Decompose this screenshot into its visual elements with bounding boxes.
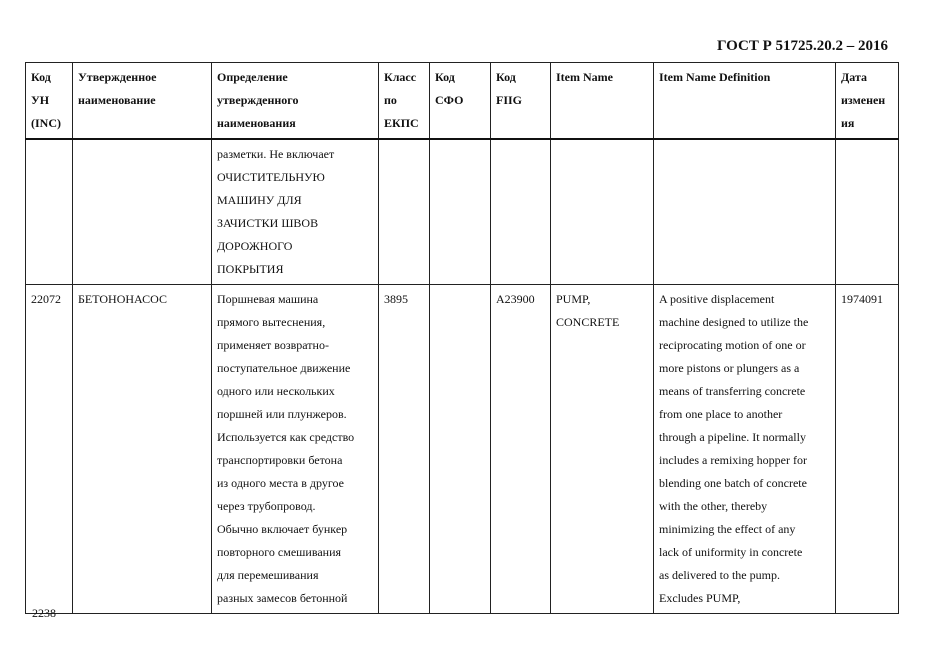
cell-text-line: minimizing the effect of any <box>659 522 796 536</box>
table-row <box>26 139 899 285</box>
cell-text-line: Обычно включает бункер <box>217 522 348 536</box>
header-text: FIIG <box>496 93 523 107</box>
col-definition-cell <box>212 285 379 614</box>
cell-text-line: повторного смешивания <box>217 545 342 559</box>
col-definition-cell <box>212 139 379 285</box>
cell-text: 22072 <box>31 292 61 306</box>
cell-text-line: with the other, thereby <box>659 499 768 513</box>
header-text: Определение <box>217 70 288 84</box>
cell-text-line: means of transferring concrete <box>659 384 806 398</box>
cell-text-line: из одного места в другое <box>217 476 344 490</box>
cell-text: БЕТОНОНАСОС <box>78 292 167 306</box>
cell-text: A23900 <box>496 292 535 306</box>
col-class-ekps-cell <box>379 285 430 614</box>
cell-text-line: CONCRETE <box>556 315 620 329</box>
col-code-un-header <box>26 63 73 140</box>
cell-text-line: A positive displacement <box>659 292 775 306</box>
header-text: СФО <box>435 93 464 107</box>
header-text: УН <box>31 93 50 107</box>
cell-text-line: ЗАЧИСТКИ ШВОВ <box>217 216 319 230</box>
header-text: Item Name <box>556 70 613 84</box>
header-text: (INC) <box>31 116 61 130</box>
cell-text-line: одного или нескольких <box>217 384 335 398</box>
col-code-sfo-cell <box>430 139 491 285</box>
col-class-ekps-cell <box>379 139 430 285</box>
col-approved-name-cell <box>73 139 212 285</box>
cell-text-line: транспортировки бетона <box>217 453 343 467</box>
header-row <box>26 63 899 140</box>
col-item-name-header <box>551 63 654 140</box>
col-code-un-cell <box>26 285 73 614</box>
col-code-un-cell <box>26 139 73 285</box>
col-item-def-cell <box>654 285 836 614</box>
cell-text-line: includes a remixing hopper for <box>659 453 807 467</box>
cell-text-line: lack of uniformity in concrete <box>659 545 803 559</box>
header-text: наименования <box>217 116 296 130</box>
col-change-date-cell <box>836 285 899 614</box>
header-text: Утвержденное <box>78 70 157 84</box>
cell-text-line: reciprocating motion of one or <box>659 338 806 352</box>
col-definition-header <box>212 63 379 140</box>
cell-text-line: МАШИНУ ДЛЯ <box>217 193 302 207</box>
header-text: Класс <box>384 70 417 84</box>
header-text: по <box>384 93 397 107</box>
cell-text-line: прямого вытеснения, <box>217 315 326 329</box>
col-code-sfo-header <box>430 63 491 140</box>
cell-text-line: blending one batch of concrete <box>659 476 807 490</box>
cell-text: 1974091 <box>841 292 883 306</box>
col-item-def-header <box>654 63 836 140</box>
col-approved-name-header <box>73 63 212 140</box>
header-text: Item Name Definition <box>659 70 771 84</box>
col-item-name-cell <box>551 139 654 285</box>
col-item-name-cell <box>551 285 654 614</box>
col-code-fiig-cell <box>491 285 551 614</box>
cell-text-line: поступательное движение <box>217 361 351 375</box>
header-text: утвержденного <box>217 93 299 107</box>
col-code-fiig-header <box>491 63 551 140</box>
header-text: изменен <box>841 93 886 107</box>
header-text: Код <box>435 70 455 84</box>
cell-text-line: через трубопровод. <box>217 499 316 513</box>
col-approved-name-cell <box>73 285 212 614</box>
cell-text-line: применяет возвратно- <box>217 338 329 352</box>
cell-text-line: through a pipeline. It normally <box>659 430 806 444</box>
cell-text-line: Используется как средство <box>217 430 355 444</box>
header-text: наименование <box>78 93 156 107</box>
header-text: Код <box>31 70 51 84</box>
cell-text-line: ПОКРЫТИЯ <box>217 262 284 276</box>
header-text: ЕКПС <box>384 116 419 130</box>
table-row <box>26 285 899 614</box>
cell-text-line: ДОРОЖНОГО <box>217 239 293 253</box>
cell-text-line: Поршневая машина <box>217 292 319 306</box>
col-code-fiig-cell <box>491 139 551 285</box>
cell-text-line: as delivered to the pump. <box>659 568 780 582</box>
col-change-date-header <box>836 63 899 140</box>
header-text: Дата <box>841 70 867 84</box>
cell-text: 3895 <box>384 292 408 306</box>
cell-text-line: ОЧИСТИТЕЛЬНУЮ <box>217 170 325 184</box>
cell-text-line: Excludes PUMP, <box>659 591 741 605</box>
cell-text-line: разных замесов бетонной <box>217 591 348 605</box>
standard-designation: ГОСТ Р 51725.20.2 – 2016 <box>716 38 888 54</box>
cell-text-line: from one place to another <box>659 407 783 421</box>
page-number: 2238 <box>32 606 56 620</box>
cell-text-line: PUMP, <box>556 292 591 306</box>
cell-text-line: machine designed to utilize the <box>659 315 809 329</box>
header-text: ия <box>841 116 855 130</box>
col-change-date-cell <box>836 139 899 285</box>
cell-text-line: для перемешивания <box>217 568 319 582</box>
col-item-def-cell <box>654 139 836 285</box>
cell-text-line: поршней или плунжеров. <box>217 407 347 421</box>
cell-text-line: more pistons or plungers as a <box>659 361 800 375</box>
catalog-table <box>25 62 899 614</box>
header-text: Код <box>496 70 516 84</box>
col-code-sfo-cell <box>430 285 491 614</box>
col-class-ekps-header <box>379 63 430 140</box>
cell-text-line: разметки. Не включает <box>217 147 335 161</box>
